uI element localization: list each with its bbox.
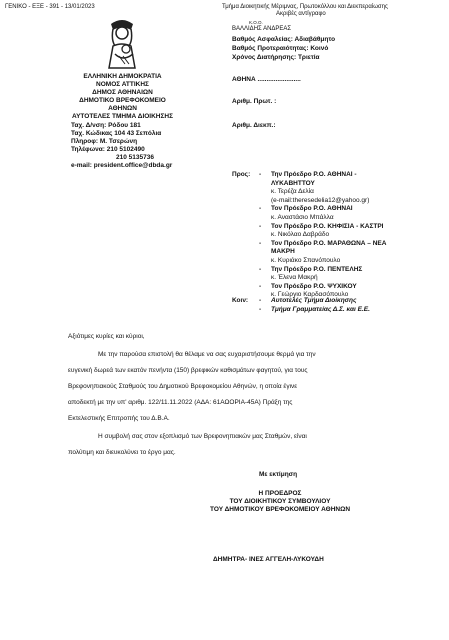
protocol-number: Αριθμ. Πρωτ. :: [232, 98, 277, 105]
copy-stamp-department: Τμήμα Διοικητικής Μέριμνας, Πρωτοκόλλου και Διεκπεραίωσης: [222, 4, 388, 10]
sender-line-3: ΔΗΜΟΣ ΑΘΗΝΑΙΩΝ: [92, 89, 153, 96]
paragraph-1-line-5: Εκτελεστικής Επιτροπής του Δ.Β.Α.: [68, 415, 170, 422]
sender-line-4: ΔΗΜΟΤΙΚΟ ΒΡΕΦΟΚΟΜΕΙΟ: [79, 97, 166, 104]
greeting: Αξιότιμες κυρίες και κύριοι,: [68, 333, 145, 340]
recipient-line: κ. Νικόλαο Δαβράδο: [271, 231, 330, 239]
signatory-title-3: ΤΟΥ ΔΗΜΟΤΙΚΟΥ ΒΡΕΦΟΚΟΜΕΙΟΥ ΑΘΗΝΩΝ: [209, 506, 351, 513]
recipient-line: - Τον Πρόεδρο Ρ.Ο. ΨΥΧΙΚΟΥ: [259, 282, 357, 290]
sender-department: ΑΥΤΟΤΕΛΕΣ ΤΜΗΜΑ ΔΙΟΙΚΗΣΗΣ: [71, 113, 173, 120]
sender-postcode: Ταχ. Κώδικας 104 43 Σεπόλια: [71, 130, 162, 137]
recipient-line: - Την Πρόεδρο Ρ.Ο. ΠΕΝΤΕΛΗΣ: [259, 265, 363, 273]
sender-line-5: ΑΘΗΝΩΝ: [108, 105, 137, 112]
sender-address: Ταχ. Δ/νση: Ρόδου 181: [71, 122, 141, 129]
closing-regards: Με εκτίμηση: [259, 471, 298, 478]
recipient-line: κ. Γεώργιο Καρδασόπουλο: [271, 291, 349, 299]
recipient-line: κ. Τερέζα Δελία: [271, 188, 314, 196]
copy-stamp-code: Κ.Ο.Ο.: [249, 20, 263, 25]
paragraph-1-line-2: ευγενική δωρεά των εκατόν πενήντα (150) βρεφικών καθισμάτων φαγητού, για τους: [68, 367, 308, 374]
recipient-line: - Τον Πρόεδρο Ρ.Ο. ΚΗΦΙΣΙΑ - ΚΑΣΤΡΙ: [259, 222, 384, 230]
priority-level: Βαθμός Προτεραιότητας: Κοινό: [232, 45, 329, 52]
sender-info: Πληροφ: Μ. Τσερώνη: [71, 138, 138, 145]
cc-list: [259, 297, 370, 314]
signatory-title-2: ΤΟΥ ΔΙΟΙΚΗΤΙΚΟΥ ΣΥΜΒΟΥΛΙΟΥ: [229, 498, 331, 505]
sender-line-2: ΝΟΜΟΣ ΑΤΤΙΚΗΣ: [96, 81, 149, 88]
copy-stamp-signer: ΒΑΛΛΙΔΗΣ ΑΝΔΡΕΑΣ: [232, 26, 292, 32]
recipient-line: - Τον Πρόεδρο Ρ.Ο. ΜΑΡΑΘΩΝΑ – ΝΕΑ: [259, 239, 387, 247]
paragraph-1-line-1: Με την παρούσα επιστολή θα θέλαμε να σας ευχαριστήσουμε θερμά για την: [98, 351, 316, 358]
sender-email: e-mail: president.office@dbda.gr: [71, 162, 173, 169]
sender-line-1: ΕΛΛΗΝΙΚΗ ΔΗΜΟΚΡΑΤΙΑ: [83, 73, 162, 80]
recipient-email: (e-mail:theresedelia12@yahoo.gr): [271, 196, 370, 204]
recipients-list: [259, 171, 386, 300]
sender-phone-2: 210 5135736: [116, 154, 154, 161]
cc-label: Κοιν:: [232, 297, 249, 304]
dispatch-number: Αριθμ. Διεκπ.:: [232, 122, 276, 129]
recipient-line: - Τον Πρόεδρο Ρ.Ο. ΑΘΗΝΑΙ: [259, 205, 353, 213]
recipient-line: κ. Έλενα Μακρή: [271, 274, 318, 282]
paragraph-2-line-2: πολύτιμη και διευκολύνει το έργο μας.: [68, 449, 176, 456]
recipients-label: Προς:: [232, 171, 251, 178]
document-code: ΓΕΝΙΚΟ - ΕΞΕ - 391 - 13/01/2023: [5, 4, 95, 10]
cc-line: - Τμήμα Γραμματείας Δ.Σ. και Ε.Ε.: [259, 305, 370, 313]
recipient-line: κ. Αναστάσιο Μπάλλα: [271, 213, 334, 221]
paragraph-2-line-1: Η συμβολή σας στον εξοπλισμό των Βρεφονηπιακών μας Σταθμών, είναι: [98, 433, 307, 440]
cc-line: - Αυτοτελές Τμήμα Διοίκησης: [259, 297, 357, 304]
mother-and-child-emblem-icon: [101, 16, 143, 70]
recipient-line: κ. Κυριάκο Σπανόπουλο: [271, 256, 341, 264]
copy-stamp-label: Ακριβές αντίγραφο: [276, 11, 326, 17]
retention-period: Χρόνος Διατήρησης: Τριετία: [232, 54, 320, 61]
signatory-title-1: Η ΠΡΟΕΔΡΟΣ: [258, 490, 302, 497]
security-level: Βαθμός Ασφαλείας: Αδιαβάθμητο: [232, 36, 336, 43]
recipient-line: ΛΥΚΑΒΗΤΤΟΥ: [271, 179, 315, 187]
sender-phone-1: Τηλέφωνα: 210 5102490: [71, 146, 145, 153]
paragraph-1-line-4: αποδεκτή με την υπ' αριθμ. 122/11.11.2022 (ΑΔΑ: 61ΑΩΟΡΙΑ-45Α) Πράξη της: [68, 399, 293, 406]
place-date: ΑΘΗΝΑ ........................: [232, 76, 301, 83]
recipient-line: - Την Πρόεδρο Ρ.Ο. ΑΘΗΝΑΙ -: [259, 171, 357, 178]
recipient-line: ΜΑΚΡΗ: [271, 248, 295, 256]
paragraph-1-line-3: Βρεφονηπιακούς Σταθμούς του Δημοτικού Βρεφοκομείου Αθηνών, η οποία έγινε: [68, 383, 298, 390]
signatory-name: ΔΗΜΗΤΡΑ- ΙΝΕΣ ΑΓΓΕΛΗ-ΛΥΚΟΥΔΗ: [213, 556, 324, 563]
